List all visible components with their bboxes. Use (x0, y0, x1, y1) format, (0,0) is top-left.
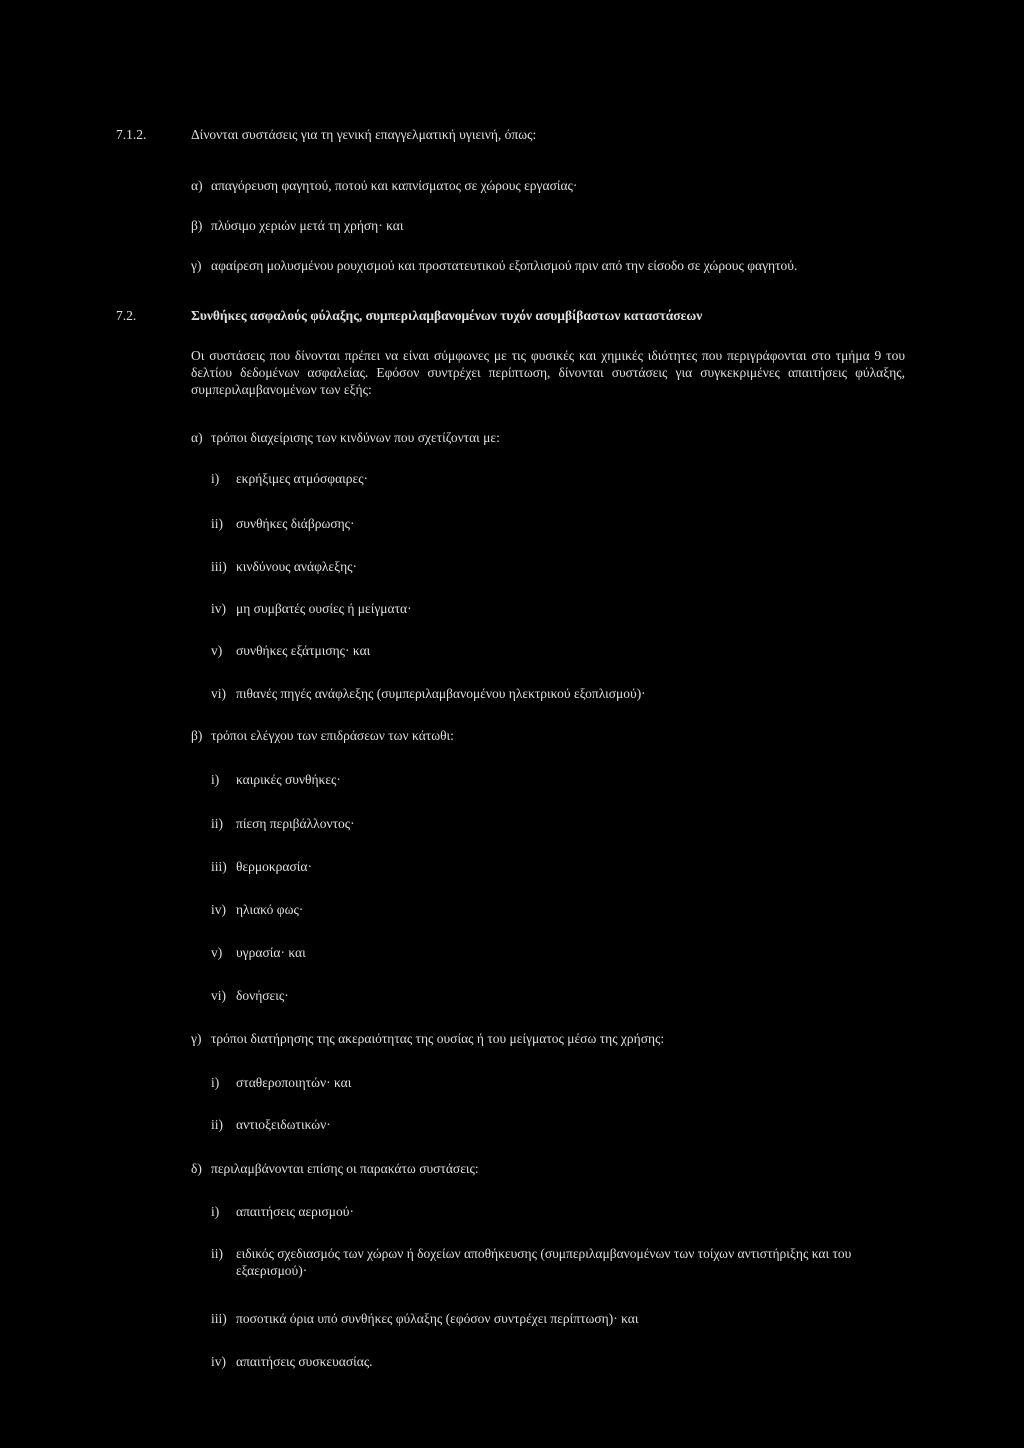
section-7-1-2-intro: Δίνονται συστάσεις για τη γενική επαγγελματική υγιεινή, όπως: (191, 127, 537, 142)
list-item: τρόποι ελέγχου των επιδράσεων των κάτωθι: (211, 728, 454, 743)
sub-list-item: πίεση περιβάλλοντος· (236, 816, 355, 831)
list-marker: α) (191, 178, 203, 193)
sub-list-item: ειδικός σχεδιασμός των χώρων ή δοχείων αποθήκευσης (συμπεριλαμβανομένων των τοίχων αντιστήριξης και του εξαερισμού)· (236, 1246, 852, 1278)
sub-list-marker: iv) (211, 601, 226, 616)
sub-list-item: αντιοξειδωτικών· (236, 1117, 331, 1132)
sub-list-item: καιρικές συνθήκες· (236, 772, 341, 787)
list-item: πλύσιμο χεριών μετά τη χρήση· και (211, 218, 404, 233)
list-marker: δ) (191, 1161, 202, 1176)
list-marker: γ) (191, 1031, 202, 1046)
sub-list-marker: iii) (211, 859, 227, 874)
sub-list-marker: iv) (211, 1354, 226, 1369)
sub-list-item: συνθήκες εξάτμισης· και (236, 643, 371, 658)
sub-list-marker: iii) (211, 559, 227, 574)
sub-list-item: ηλιακό φως· (236, 902, 304, 917)
list-item: τρόποι διατήρησης της ακεραιότητας της ουσίας ή του μείγματος μέσω της χρήσης: (211, 1031, 665, 1046)
list-item: απαγόρευση φαγητού, ποτού και καπνίσματος σε χώρους εργασίας· (211, 178, 578, 193)
sub-list-item: κινδύνους ανάφλεξης· (236, 559, 358, 574)
sub-list-item: δονήσεις· (236, 988, 289, 1003)
sub-list-item: υγρασία· και (236, 945, 306, 960)
section-7-2-heading: Συνθήκες ασφαλούς φύλαξης, συμπεριλαμβανομένων τυχόν ασυμβίβαστων καταστάσεων (191, 308, 703, 323)
list-item: περιλαμβάνονται επίσης οι παρακάτω συστάσεις: (211, 1161, 479, 1176)
sub-list-marker: v) (211, 945, 223, 960)
list-marker: γ) (191, 258, 202, 273)
sub-list-item: συνθήκες διάβρωσης· (236, 516, 355, 531)
sub-list-item: απαιτήσεις συσκευασίας. (236, 1354, 373, 1369)
section-number-7-1-2: 7.1.2. (116, 127, 147, 142)
list-marker: β) (191, 728, 203, 743)
sub-list-marker: iii) (211, 1311, 227, 1326)
sub-list-item: θερμοκρασία· (236, 859, 312, 874)
sub-list-marker: vi) (211, 988, 226, 1003)
sub-list-marker: ii) (211, 1117, 223, 1132)
list-marker: α) (191, 430, 203, 445)
sub-list-item: ποσοτικά όρια υπό συνθήκες φύλαξης (εφόσον συντρέχει περίπτωση)· και (236, 1311, 639, 1326)
sub-list-marker: ii) (211, 516, 223, 531)
list-item: τρόποι διαχείρισης των κινδύνων που σχετίζονται με: (211, 430, 500, 445)
sub-list-marker: ii) (211, 1246, 223, 1261)
sub-list-item: απαιτήσεις αερισμού· (236, 1204, 354, 1219)
sub-list-marker: vi) (211, 686, 226, 701)
sub-list-marker: v) (211, 643, 223, 658)
sub-list-marker: i) (211, 1204, 220, 1219)
section-7-2-paragraph: Οι συστάσεις που δίνονται πρέπει να είναι σύμφωνες με τις φυσικές και χημικές ιδιότητες που περιγράφονται στο τμήμα 9 του δελτίου δεδομένων ασφαλείας. Εφόσον συντρέχει περίπτωση, δίνονται συστάσεις για συγκεκριμένες απαιτήσεις φύλαξης, συμπεριλαμβανομένων των εξής: (191, 348, 905, 397)
sub-list-marker: ii) (211, 816, 223, 831)
list-item: αφαίρεση μολυσμένου ρουχισμού και προστατευτικού εξοπλισμού πριν από την είσοδο σε χώρους φαγητού. (211, 258, 798, 273)
sub-list-item: εκρήξιμες ατμόσφαιρες· (236, 471, 369, 486)
section-number-7-2: 7.2. (116, 308, 137, 323)
list-marker: β) (191, 218, 203, 233)
sub-list-marker: i) (211, 772, 220, 787)
sub-list-marker: iv) (211, 902, 226, 917)
sub-list-item: σταθεροποιητών· και (236, 1075, 352, 1090)
sub-list-item: μη συμβατές ουσίες ή μείγματα· (236, 601, 412, 616)
sub-list-item: πιθανές πηγές ανάφλεξης (συμπεριλαμβανομένου ηλεκτρικού εξοπλισμού)· (236, 686, 646, 701)
sub-list-marker: i) (211, 1075, 220, 1090)
sub-list-marker: i) (211, 471, 220, 486)
